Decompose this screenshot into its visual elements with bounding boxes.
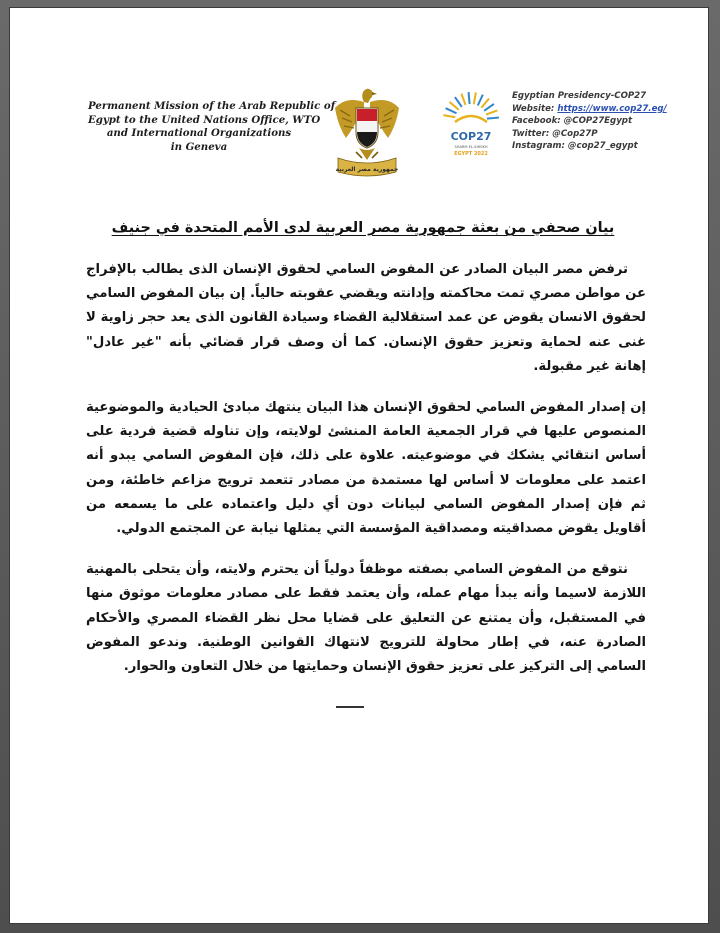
cop27-contact-block (512, 90, 702, 153)
mission-line: Egypt to the United Nations Office, WTO (88, 113, 321, 126)
cop-logo-sub-text: SHARM EL-SHEIKH (454, 145, 488, 149)
body-paragraph: ترفض مصر البيان الصادر عن المفوض السامي لحقوق الإنسان الذى يطالب بالإفراج عن مواطن مصري تمت محاكمته وإدانته ويقضي عقوبته حالياً. إن بيان المفوض السامي لحقوق الانسان يقوض عن عمد استقلالية القضاء وسيادة القانون الذى يعد حجر زاوية لا غنى عنه لحماية وتعزيز حقوق الإنسان. كما أن وصف قرار قضائي بأنه "غير عادل" إهانة غير مقبولة. (86, 262, 646, 374)
mission-line: Permanent Mission of the Arab Republic of (88, 100, 336, 112)
document-page (10, 8, 708, 923)
emblem-banner-text: جمهورية مصر العربية (335, 166, 399, 173)
press-release-title: بيان صحفي من بعثة جمهورية مصر العربية لدى الأمم المتحدة في جنيف (111, 220, 615, 236)
website-label: Website: (512, 103, 558, 114)
cop-logo-country-text: EGYPT 2022 (454, 151, 488, 157)
presidency-label: Egyptian Presidency-COP27 (512, 91, 647, 101)
eagle-of-saladin-emblem-icon (332, 86, 402, 178)
mission-address (88, 100, 336, 154)
body-paragraph: نتوقع من المفوض السامي بصفته موظفاً دولياً أن يحترم ولايته، وأن يتحلى بالمهنية اللازمة لاسيما وأنه يبدأ مهام عمله، وأن يعتمد فقط على مصادر معلومات موثوق منها في المستقبل، وأن يمتنع عن التعليق على قضايا محل نظر القضاء المصري والأحكام الصادرة عنه، في إطار محاولة للترويج لانتهاك القوانين الوطنية. وندعو المفوض السامي إلى التركيز على تعزيز حقوق الإنسان وحمايتها من خلال التعاون والحوار. (86, 562, 646, 675)
website-link[interactable]: https://www.cop27.eg/ (557, 103, 667, 114)
instagram-handle: Instagram: @cop27_egypt (512, 141, 638, 152)
twitter-handle: Twitter: @Cop27P (512, 128, 598, 139)
cop-logo-main-text: COP27 (450, 130, 492, 143)
body-paragraph: إن إصدار المفوض السامي لحقوق الإنسان هذا البيان ينتهك مبادئ الحيادية والموضوعية المنصوص عليها في قرار الجمعية العامة المنشئ لولايته، وإن تناوله قضية فردية على أساس انتقائي يشكك في موضوعيته. علاوة على ذلك، فإن المفوض السامي يبدو أنه اعتمد على معلومات لا أساس لها مستمدة من مصادر تتعمد ترويج مزاعم خاطئة، ومن ثم فإن إصدار المفوض السامي لبيانات دون أي دليل واعتماده على ما يسمعه من أقاويل يقوض مصداقيته ومصداقية المؤسسة التي يمثلها نيابة عن المجتمع الدولي. (86, 400, 646, 537)
mission-line: in Geneva (170, 140, 228, 153)
closing-mark-text (336, 696, 364, 710)
website-line (512, 103, 702, 116)
mission-line: and International Organizations (106, 127, 292, 140)
cop27-sun-logo-icon (442, 88, 500, 162)
press-release-body (86, 258, 646, 696)
facebook-handle: Facebook: @COP27Egypt (512, 116, 633, 127)
